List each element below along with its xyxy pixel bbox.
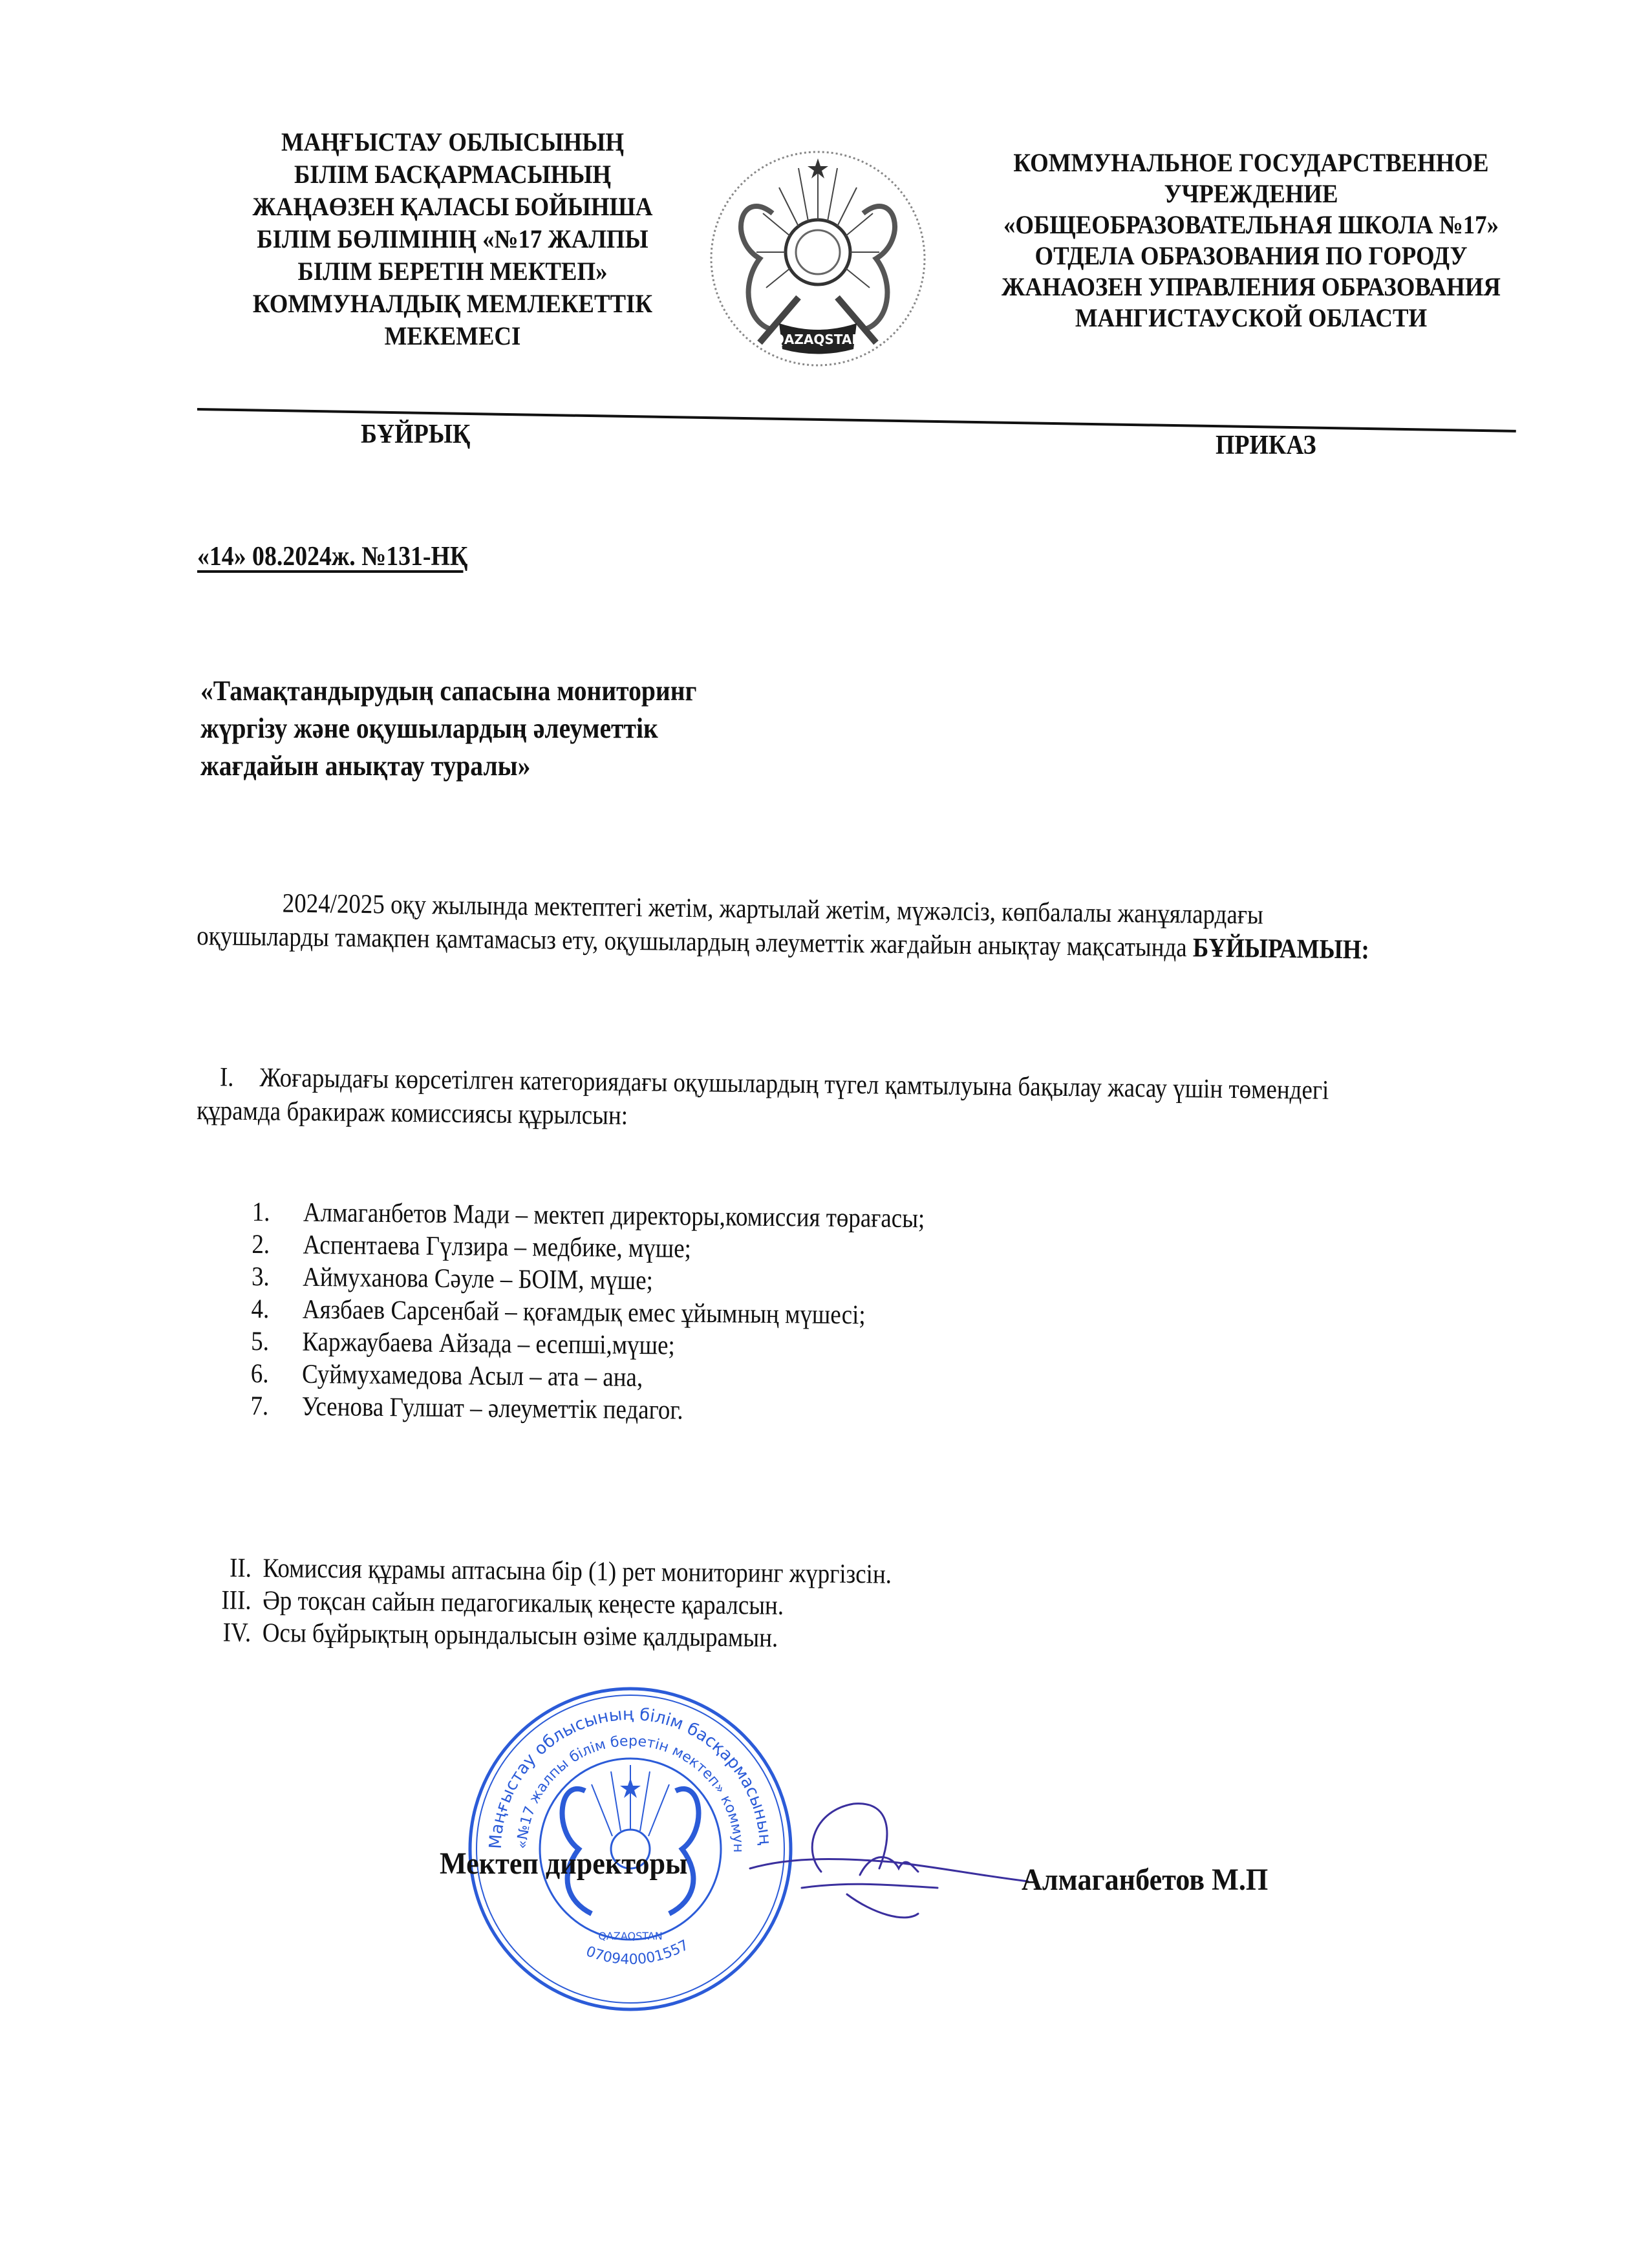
section-1 bbox=[197, 1060, 1392, 1142]
handwritten-signature-icon bbox=[744, 1784, 1054, 1940]
header-org-name-kz bbox=[220, 126, 685, 352]
item-number: 4. bbox=[251, 1294, 270, 1325]
commission-members-list bbox=[250, 1196, 1333, 1433]
kazakhstan-state-emblem-icon bbox=[702, 136, 934, 388]
section-text: Осы бұйрықтың орындалысын өзіме қалдырамын. bbox=[262, 1618, 778, 1653]
doc-type-kz: БҰЙРЫҚ bbox=[361, 420, 471, 449]
header-ru-line: УЧРЕЖДЕНИЕ bbox=[1164, 179, 1338, 208]
item-number: 3. bbox=[251, 1261, 270, 1292]
section-text: Жоғарыдағы көрсетілген категориядағы оқушылардың түгел қамтылуына бақылау жасау үшін төмендегі құрамда бракираж комиссиясы құрылсын: bbox=[197, 1063, 1329, 1131]
item-text: Каржаубаева Айзада – есепші,мүше; bbox=[302, 1327, 675, 1361]
subject-line: жағдайын анықтау туралы» bbox=[200, 750, 531, 782]
emblem-caption: QAZAQSTAN bbox=[773, 332, 863, 347]
header-ru-line: МАНГИСТАУСКОЙ ОБЛАСТИ bbox=[1075, 303, 1428, 332]
section-number: II. bbox=[229, 1553, 252, 1583]
subject-line: «Тамақтандырудың сапасына мониторинг bbox=[200, 675, 697, 707]
section-number: III. bbox=[221, 1585, 252, 1616]
item-number: 6. bbox=[250, 1358, 269, 1389]
header-kz-line: БІЛІМ БАСҚАРМАСЫНЫҢ bbox=[294, 160, 612, 189]
header-kz-line: КОММУНАЛДЫҚ МЕМЛЕКЕТТІК bbox=[252, 289, 653, 318]
seal-emblem-caption: QAZAQSTAN bbox=[598, 1930, 663, 1942]
header-ru-line: «ОБЩЕОБРАЗОВАТЕЛЬНАЯ ШКОЛА №17» bbox=[1003, 210, 1499, 239]
header-org-name-ru bbox=[965, 147, 1536, 334]
seal-outer-textpath: Маңғыстау облысының білім басқармасының bbox=[486, 1704, 775, 1850]
item-text: Аспентаева Гүлзира – медбике, мүше; bbox=[303, 1230, 692, 1264]
order-sections-list bbox=[200, 1552, 1338, 1660]
section-text: Әр тоқсан сайын педагогикалық кеңесте қаралсын. bbox=[262, 1585, 784, 1621]
intro-order-word: БҰЙЫРАМЫН: bbox=[1192, 933, 1370, 965]
item-text: Алмаганбетов Мади – мектеп директоры,комиссия төрағасы; bbox=[303, 1197, 925, 1234]
subject-line: жүргізу және оқушылардың әлеуметтік bbox=[200, 712, 658, 744]
intro-text: 2024/2025 оқу жылында мектептегі жетім, жартылай жетім, мүжәлсіз, көпбалалы жанұялардағы оқушыларды тамақпен қамтамасыз ету, оқушылардың әлеуметтік жағдайын анықтау мақсатында bbox=[197, 888, 1264, 963]
item-text: Аймуханова Сәуле – БОІМ, мүше; bbox=[303, 1262, 654, 1296]
signatory-name: Алмаганбетов М.П bbox=[1022, 1863, 1269, 1897]
signatory-role: Мектеп директоры bbox=[440, 1846, 688, 1881]
order-subject bbox=[200, 672, 957, 785]
order-number: «14» 08.2024ж. №131-НҚ bbox=[197, 542, 468, 572]
doc-type-ru: ПРИКАЗ bbox=[1216, 431, 1316, 460]
section-number: I. bbox=[219, 1062, 234, 1093]
item-number: 1. bbox=[252, 1197, 270, 1228]
item-text: Аязбаев Сарсенбай – қоғамдық емес ұйымның мүшесі; bbox=[302, 1294, 866, 1331]
header-ru-line: ЖАНАОЗЕН УПРАВЛЕНИЯ ОБРАЗОВАНИЯ bbox=[1002, 272, 1501, 301]
item-number: 2. bbox=[252, 1229, 270, 1260]
header-ru-line: ОТДЕЛА ОБРАЗОВАНИЯ ПО ГОРОДУ bbox=[1034, 241, 1468, 270]
section-text: Комиссия құрамы аптасына бір (1) рет мониторинг жүргізсін. bbox=[262, 1553, 892, 1590]
item-number: 5. bbox=[251, 1326, 270, 1357]
header-kz-line: БІЛІМ БӨЛІМІНІҢ «№17 ЖАЛПЫ bbox=[257, 224, 648, 253]
header-kz-line: ЖАҢАӨЗЕН ҚАЛАСЫ БОЙЫНША bbox=[252, 192, 653, 221]
header-kz-line: МАҢҒЫСТАУ ОБЛЫСЫНЫҢ bbox=[281, 127, 625, 156]
header-ru-line: КОММУНАЛЬНОЕ ГОСУДАРСТВЕННОЕ bbox=[1013, 148, 1489, 177]
seal-bin-textpath: 070940001557 bbox=[583, 1937, 692, 1968]
item-number: 7. bbox=[250, 1391, 269, 1422]
item-text: Суймухамедова Асыл – ата – ана, bbox=[301, 1359, 643, 1393]
header-kz-line: БІЛІМ БЕРЕТІН МЕКТЕП» bbox=[297, 257, 608, 286]
header-kz-line: МЕКЕМЕСІ bbox=[384, 321, 521, 350]
item-text: Усенова Гулшат – әлеуметтік педагог. bbox=[301, 1391, 683, 1426]
section-number: IV. bbox=[222, 1618, 252, 1648]
seal-inner-textpath: «№17 жалпы білім беретін мектеп» коммун bbox=[514, 1733, 747, 1853]
intro-paragraph bbox=[197, 886, 1392, 967]
